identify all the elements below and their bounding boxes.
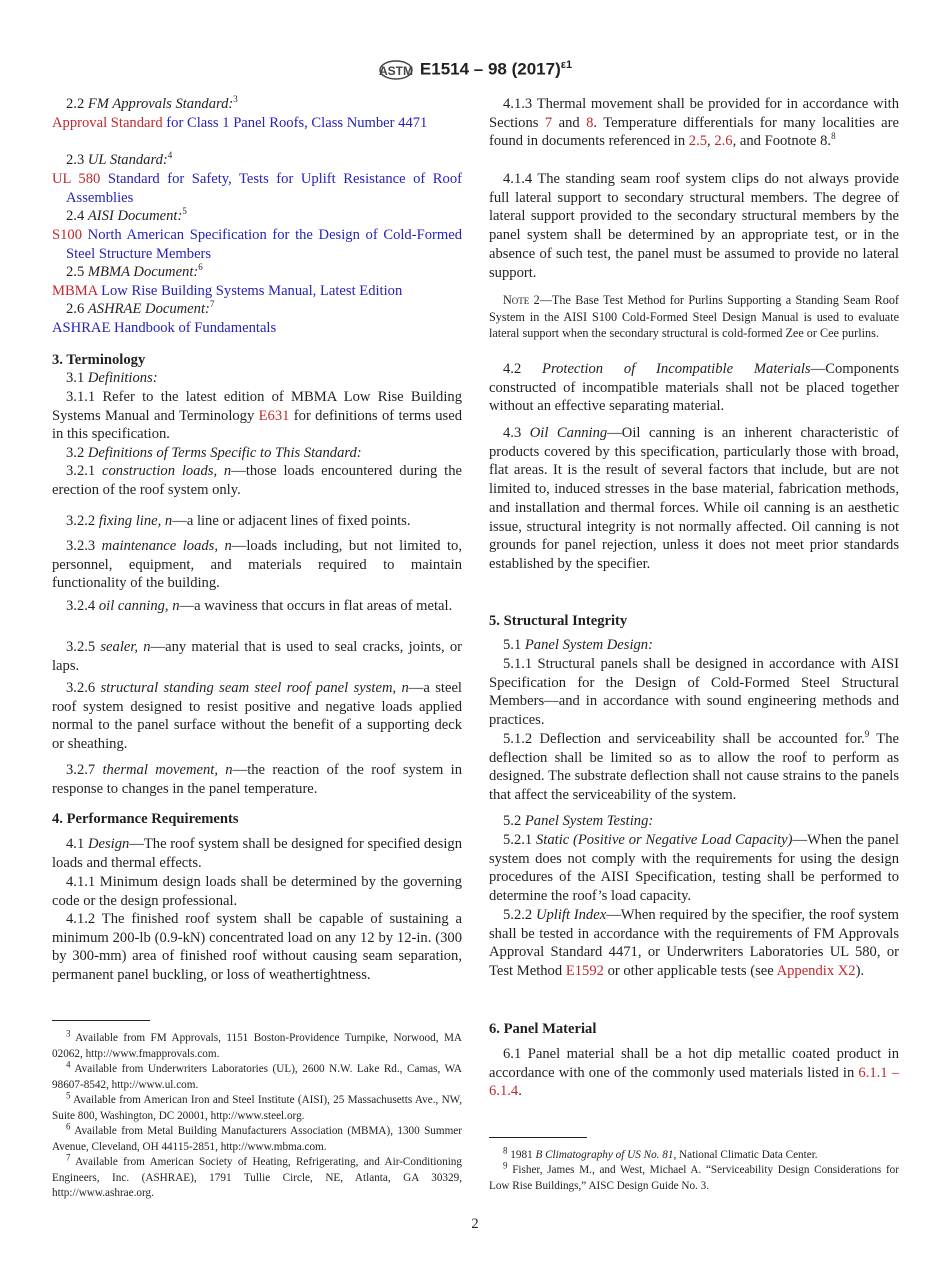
text-run: 4.1.3 Thermal movement shall be provided for in accordance with Sections [489, 96, 899, 131]
footnote-marker: 6 [66, 1121, 71, 1132]
footnote-marker: 8 [503, 1145, 508, 1156]
paragraph [52, 207, 462, 226]
reference-link[interactable]: 2.5 [688, 133, 708, 150]
text-run: —a steel roof system designed to resist positive and negative loads applied normal to the panel surface without the benefit of a supporting deck or sheathing. [52, 680, 462, 753]
text-run: 3.2.5 [66, 639, 101, 655]
text-run: 1981 [507, 1149, 536, 1161]
astm-logo-icon [378, 56, 414, 84]
text-run: —those loads encountered during the erection of the roof system only. [52, 463, 462, 498]
text-run: , and Footnote 8. [732, 133, 832, 150]
reference-title-link[interactable]: ASHRAE Handbook of Fundamentals [52, 320, 277, 336]
footnote-marker: 7 [209, 299, 215, 310]
text-run: Panel System Design: [524, 637, 653, 653]
paragraph [52, 679, 462, 754]
text-run: —any material that is used to seal cracks, joints, or laps. [52, 639, 463, 674]
text-run: 3.2.1 [66, 463, 103, 479]
text-run: Note [503, 293, 530, 307]
text-run: —The roof system shall be designed for specified design loads and thermal effects. [52, 836, 462, 871]
text-run: 4.1.1 Minimum design loads shall be determined by the governing code or the design professional. [52, 874, 462, 909]
paragraph [489, 906, 899, 981]
text-run: MBMA Document: [87, 264, 199, 280]
paragraph [489, 612, 899, 631]
designation: E1514 – 98 (2017) [419, 59, 561, 79]
text-run: Definitions of Terms Specific to This Standard: [87, 445, 362, 461]
text-run: 5.1 [503, 637, 525, 653]
text-run: 2.5 [66, 264, 88, 280]
text-run: —a waviness that occurs in flat areas of metal. [179, 598, 453, 614]
text-run: maintenance loads, n [101, 538, 232, 554]
paragraph [52, 282, 462, 301]
text-run: 4.3 [503, 425, 530, 441]
text-run: 4.1.4 The standing seam roof system clips do not always provide full lateral support to secondary structural members. The degree of lateral support provided to the secondary structural members by the panel system shall be determined by an appropriate test, or in the absence of such test, the panel must be assumed to provide no lateral support. [489, 171, 899, 281]
paragraph [52, 114, 462, 133]
text-run: . Temperature differentials for many localities are found in documents referenced in [489, 114, 899, 150]
reference-link[interactable]: Appendix X2 [776, 963, 856, 980]
text-run: 3.2.7 [66, 762, 103, 778]
reference-title-link[interactable]: for Class 1 Panel Roofs, Class Number 4471 [162, 115, 428, 131]
paragraph [489, 95, 899, 151]
text-run: 6. Panel Material [489, 1021, 597, 1037]
paragraph [489, 424, 899, 574]
paragraph [52, 369, 462, 388]
text-run: 3.2.2 [66, 513, 99, 529]
text-run: 4.1 [66, 836, 88, 852]
text-run: 5.2 [503, 813, 525, 829]
text-run: —When required by the specifier, the roof system shall be tested in accordance with the requirements of FM Approvals Approval Standard 4471, or Underwriters Laboratories UL 580, or Test Method [489, 907, 899, 980]
text-run: Uplift Index [535, 907, 607, 923]
reference-link[interactable]: 8 [586, 114, 594, 131]
paragraph [52, 388, 462, 444]
paragraph [52, 300, 462, 319]
reference-link[interactable]: MBMA [52, 283, 98, 299]
footnote [52, 1121, 462, 1155]
paragraph [489, 170, 899, 282]
text-run: ). [855, 963, 865, 980]
text-run: 5.2.1 [503, 832, 536, 848]
paragraph [52, 351, 462, 370]
paragraph [52, 319, 462, 338]
text-run: —the reaction of the roof system in response to changes in the panel temperature. [52, 762, 463, 797]
text-run: Oil Canning [529, 425, 608, 441]
paragraph [52, 537, 462, 593]
paragraph [489, 360, 899, 416]
paragraph [489, 636, 899, 655]
epsilon-superscript: ε1 [560, 58, 573, 71]
reference-title-link[interactable]: North American Specification for the Design of Cold-Formed Steel Structure Members [66, 227, 462, 262]
paragraph [52, 226, 462, 263]
footnote [52, 1090, 462, 1124]
text-run: 3.2.3 [66, 538, 102, 554]
text-run: 5.2.2 [503, 907, 536, 923]
text-run: Available from FM Approvals, 1151 Boston-Providence Turnpike, Norwood, MA 02062, http://www.fmapprovals.com. [52, 1032, 462, 1060]
footnote-marker: 9 [864, 729, 870, 740]
text-run: The deflection shall be limited so as to allow the roof to perform as designed. The substrate deflection shall not cause strains to the panels that affect the serviceability of the system. [489, 731, 899, 804]
reference-link[interactable]: 6.1.1 – 6.1.4 [489, 1064, 899, 1100]
paragraph [489, 812, 899, 831]
footnote [52, 1028, 462, 1062]
text-run: fixing line, n [98, 513, 173, 529]
text-run: —When the panel system does not comply with the requirements for using the design procedures of the AISI Specification, testing shall be performed to determine the roof’s load capacity. [489, 832, 900, 905]
text-run: Available from Underwriters Laboratories (UL), 2600 N.W. Lake Rd., Camas, WA 98607-8542, http://www.ul.com. [52, 1063, 462, 1091]
paragraph [52, 444, 462, 463]
reference-link[interactable]: E1592 [565, 963, 604, 980]
document-header [0, 56, 950, 84]
footnote-marker: 4 [66, 1059, 71, 1070]
text-run: FM Approvals Standard: [87, 96, 234, 112]
text-run: or other applicable tests (see [603, 963, 777, 980]
text-run: Available from Metal Building Manufacturers Association (MBMA), 1300 Summer Avenue, Cleveland, OH 44115-2851, http://www.mbma.com. [52, 1125, 462, 1153]
paragraph [52, 597, 462, 616]
paragraph [52, 462, 462, 499]
text-run: B Climatography of US No. 81, [535, 1149, 677, 1161]
footnote-marker: 3 [233, 94, 238, 105]
paragraph [52, 810, 462, 829]
text-run: Protection of Incompatible Materials [542, 361, 811, 377]
reference-link[interactable]: Approval Standard [52, 115, 163, 131]
paragraph [52, 910, 462, 985]
text-run: oil canning, n [98, 598, 180, 614]
footnote-marker: 4 [167, 150, 173, 161]
footnote-rule-left [52, 1020, 150, 1021]
paragraph [52, 761, 462, 798]
text-run: Panel System Testing: [524, 813, 654, 829]
text-run: Static (Positive or Negative Load Capacity) [536, 832, 793, 848]
text-run: 2.4 [66, 208, 88, 224]
footnote-marker: 8 [831, 131, 836, 142]
reference-link[interactable]: S100 [52, 227, 83, 243]
text-run: 5.1.2 Deflection and serviceability shall be accounted for. [503, 731, 865, 747]
text-run: 4.1.2 The finished roof system shall be capable of sustaining a minimum 200-lb (0.9-kN) concentrated load on any 12 by 12-in. (300 by 300-mm) area of finished roof without causing seam separation, permanent panel buckling, or loss of weathertightness. [52, 911, 462, 984]
page-number: 2 [471, 1216, 479, 1232]
text-run: sealer, n [100, 639, 151, 655]
paragraph [52, 263, 462, 282]
svg-text:ASTM: ASTM [378, 64, 413, 78]
footnote-marker: 7 [66, 1152, 71, 1163]
paragraph [489, 1045, 899, 1101]
text-run: and [552, 114, 587, 131]
text-run: National Climatic Data Center. [676, 1149, 818, 1161]
footnote [489, 1160, 899, 1194]
text-run: 6.1 Panel material shall be a hot dip metallic coated product in accordance with one of the commonly used materials listed in [489, 1046, 899, 1081]
text-run: UL Standard: [87, 152, 168, 168]
text-run: structural standing seam steel roof panel system, n [100, 680, 409, 696]
text-run: Available from American Society of Heating, Refrigerating, and Air-Conditioning Engineers, Inc. (ASHRAE), 1791 Tullie Circle, NE, Atlanta, GA 30329, http://www.ashrae.org. [52, 1156, 462, 1200]
text-run: 2.2 [66, 96, 88, 112]
text-run: 2.6 [66, 301, 88, 317]
text-run: 5. Structural Integrity [489, 613, 628, 629]
text-run: —Oil canning is an inherent characteristic of products covered by this specification, particularly those with broad, flat areas. It is the result of several factors that include, but are not limited to, induced stresses in the base material, fabrication methods, and installation and thermal forces. While oil canning is an aesthetic issue, structural integrity is not normally affected. Oil canning is not grounds for panel rejection, unless it does not meet prior standards established by the specifier. [489, 425, 899, 572]
text-run: 3.1.1 Refer to the latest edition of MBMA Low Rise Building Systems Manual and Terminology [52, 389, 462, 424]
paragraph [489, 831, 899, 906]
text-run: 3.2 [66, 445, 88, 461]
text-run: . [518, 1083, 522, 1100]
reference-link[interactable]: 2.6 [714, 133, 733, 150]
text-run: Design [87, 836, 130, 852]
paragraph [489, 730, 899, 805]
reference-title-link[interactable]: Low Rise Building Systems Manual, Latest Edition [97, 283, 403, 299]
text-run: AISI Document: [87, 208, 183, 224]
text-run: 5.1.1 Structural panels shall be designed in accordance with AISI Specification for the Design of Cold-Formed Steel Structural Members—and in accordance with sound engineering methods and practices. [489, 656, 899, 729]
text-run: 4.2 [503, 361, 543, 377]
footnote-marker: 5 [66, 1090, 71, 1101]
text-run: —a line or adjacent lines of fixed points. [172, 513, 411, 529]
reference-title-link[interactable]: Standard for Safety, Tests for Uplift Resistance of Roof Assemblies [66, 171, 462, 206]
paragraph [52, 512, 462, 531]
paragraph [52, 95, 462, 114]
paragraph [52, 835, 462, 872]
text-run: 3.2.4 [66, 598, 99, 614]
paragraph [489, 292, 899, 342]
text-run: Fisher, James M., and West, Michael A. “Serviceability Design Considerations for Low Rise Buildings,” AISC Design Guide No. 3. [489, 1164, 899, 1192]
footnote-marker: 9 [503, 1160, 508, 1171]
text-run: —loads including, but not limited to, personnel, equipment, and materials required to maintain functionality of the building. [52, 538, 462, 592]
text-run: 3.2.6 [66, 680, 101, 696]
text-run: construction loads, n [102, 463, 232, 479]
text-run: thermal movement, n [102, 762, 233, 778]
footnote [52, 1059, 462, 1093]
reference-link[interactable]: 7 [544, 114, 553, 131]
text-run: 2.3 [66, 152, 88, 168]
paragraph [489, 655, 899, 730]
reference-link[interactable]: UL 580 [52, 171, 101, 187]
text-run: Available from American Iron and Steel Institute (AISI), 25 Massachusetts Ave., NW, Suite 800, Washington, DC 20001, http://www.steel.org. [52, 1094, 462, 1122]
footnote [52, 1152, 462, 1202]
text-run: , [707, 133, 715, 150]
paragraph [52, 170, 462, 207]
footnote-rule-right [489, 1137, 587, 1138]
text-run: 3. Terminology [52, 352, 146, 368]
footnote-marker: 6 [198, 262, 203, 273]
paragraph [52, 151, 462, 170]
reference-link[interactable]: E631 [258, 407, 290, 424]
text-run: 3.1 [66, 370, 88, 386]
text-run: 2—The Base Test Method for Purlins Supporting a Standing Seam Roof System in the AISI S100 Cold-Formed Steel Design Manual is used to evaluate lateral support when the secondary structural is cold-formed Zee or Cee purlins. [489, 293, 899, 340]
text-run: 4. Performance Requirements [52, 811, 239, 827]
paragraph [52, 873, 462, 910]
paragraph [489, 1020, 899, 1039]
text-run: ASHRAE Document: [87, 301, 210, 317]
paragraph [52, 638, 462, 675]
footnote [489, 1145, 899, 1164]
text-run: Definitions: [87, 370, 158, 386]
text-run: —Components constructed of incompatible materials shall not be placed together without an effective separating material. [489, 361, 899, 415]
text-run: for definitions of terms used in this specification. [52, 407, 462, 443]
footnote-marker: 5 [182, 206, 187, 217]
footnote-marker: 3 [66, 1028, 71, 1039]
